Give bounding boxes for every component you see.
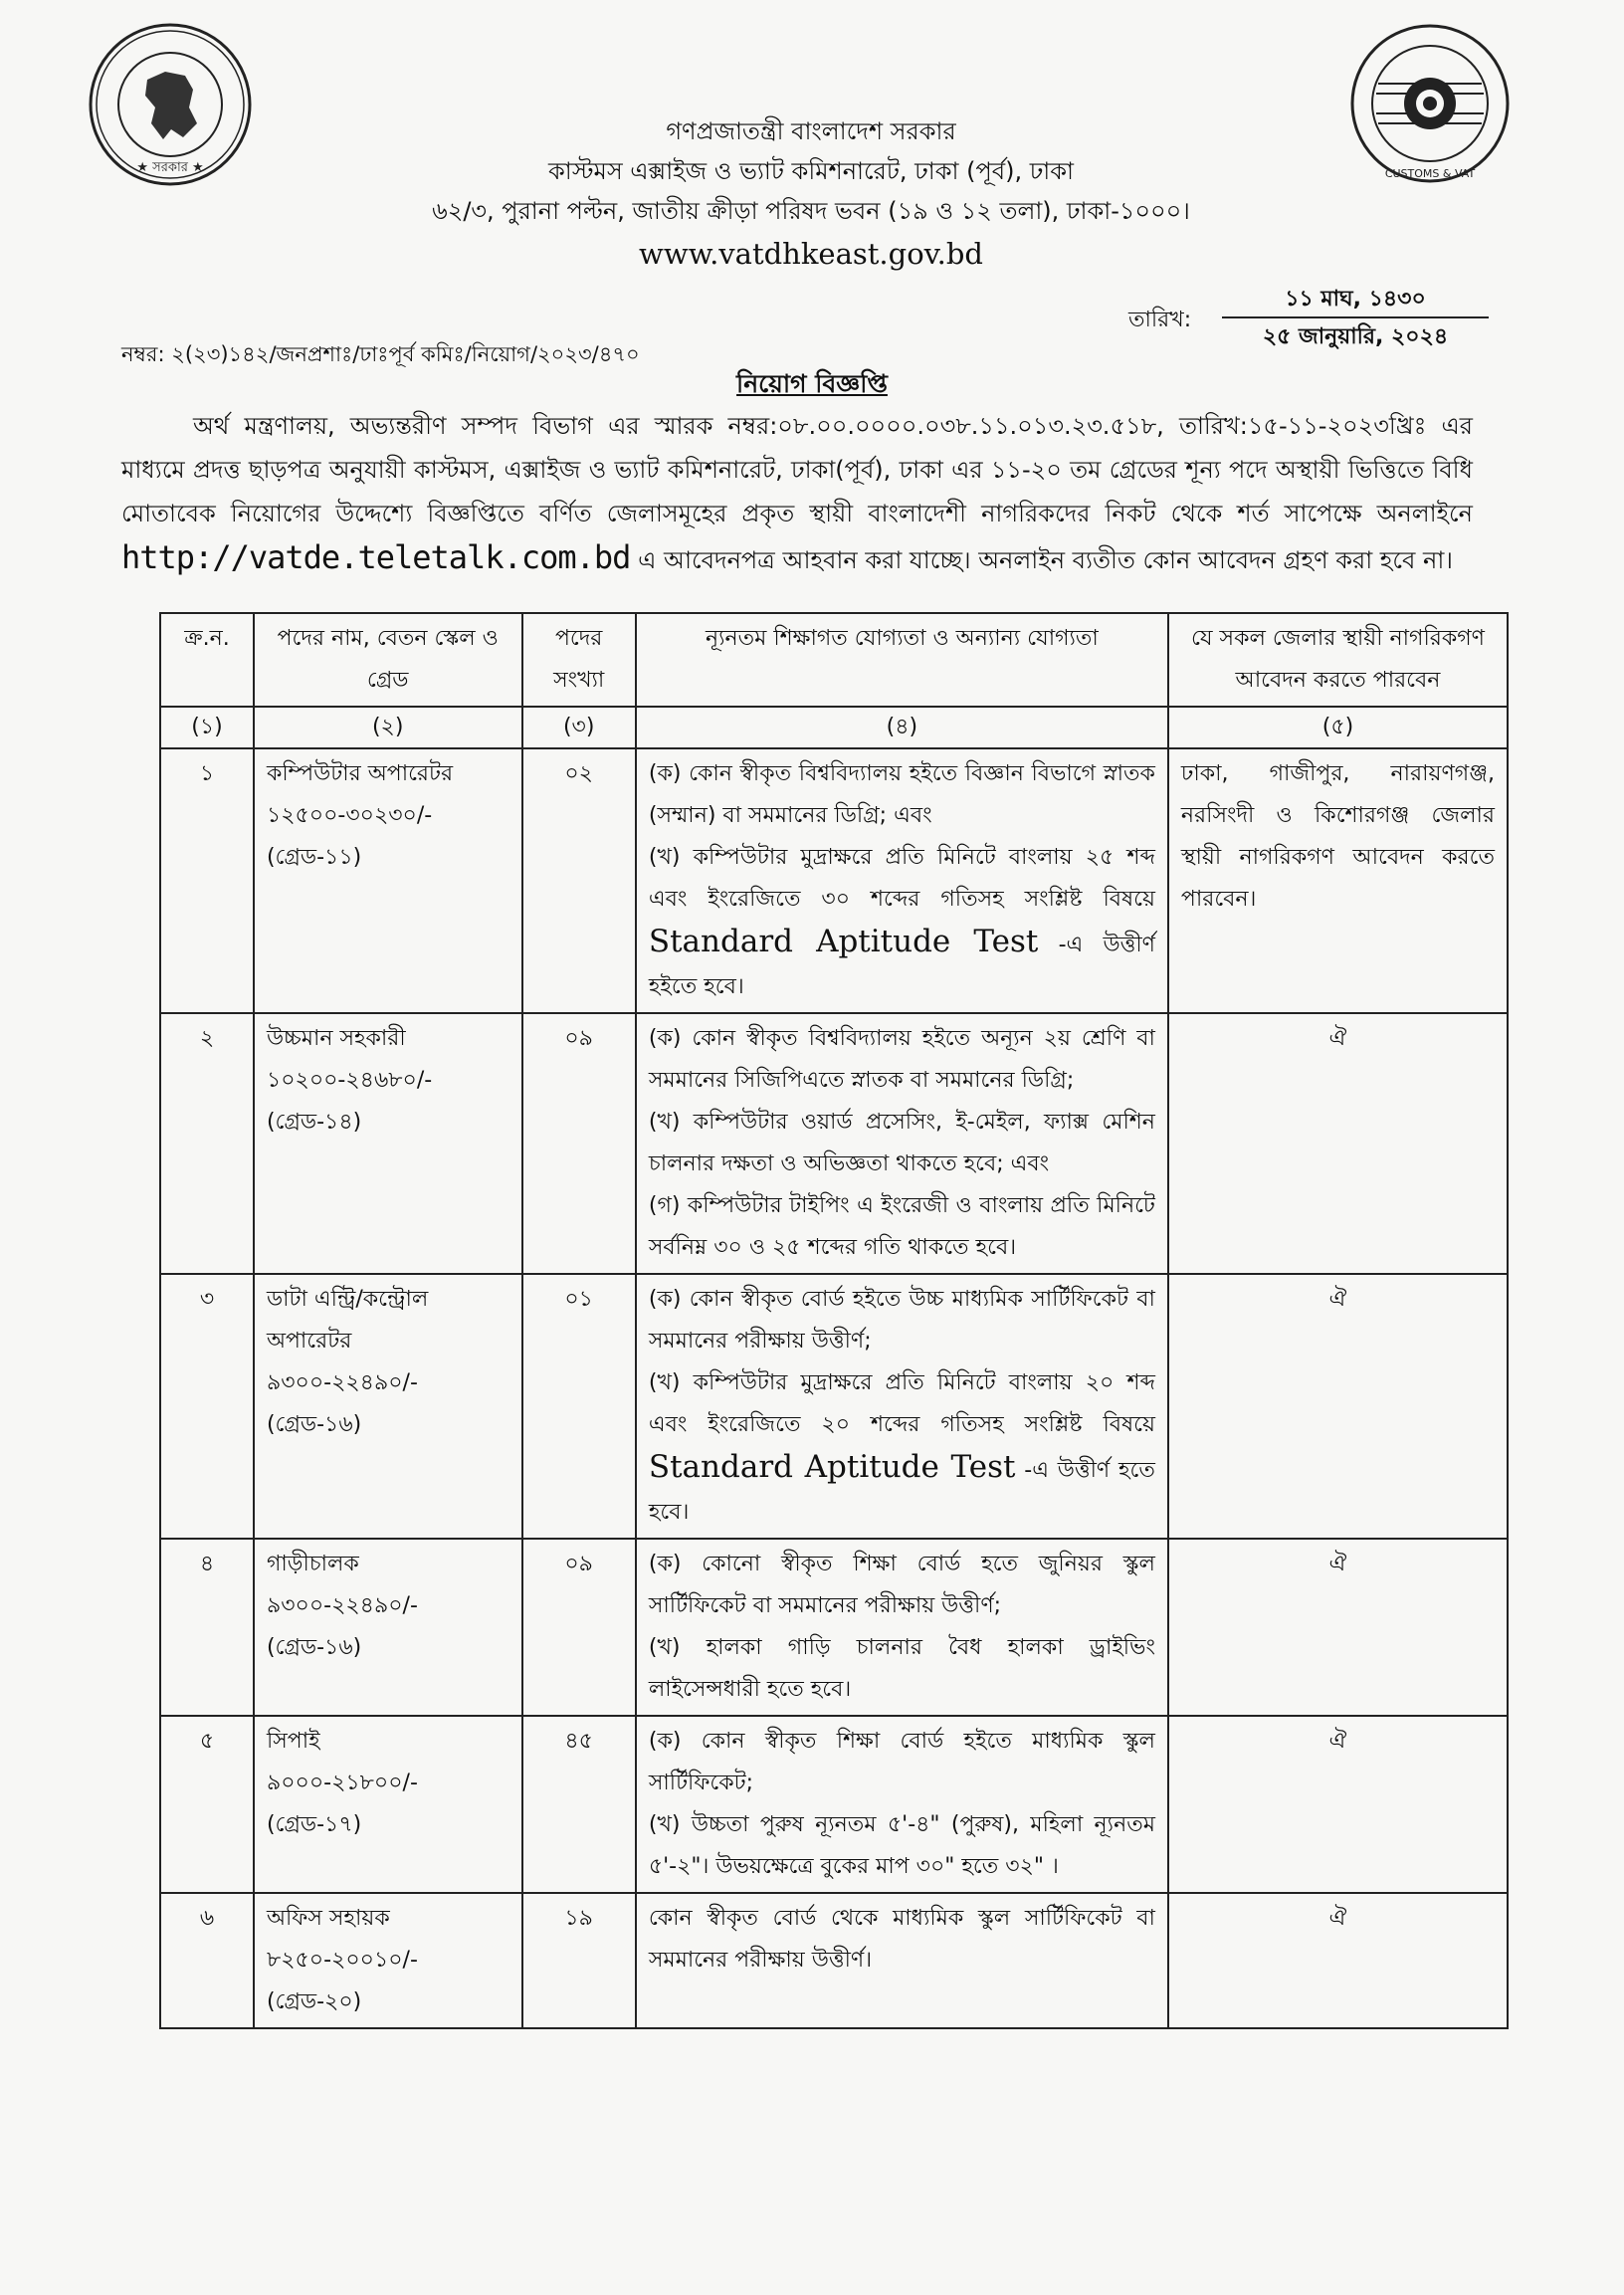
notice-title: [0, 364, 1624, 407]
date-english: ২৫ জানুয়ারি, ২০২৪: [1262, 324, 1449, 349]
office-header: [328, 111, 1294, 277]
pay-scale: ৮২৫০-২০০১০/-: [266, 1948, 418, 1973]
qualification-item: (খ) উচ্চতা পুরুষ ন্যূনতম ৫'-৪" (পুরুষ), মহিলা ন্যূনতম ৫'-২"। উভয়ক্ষেত্রে বুকের মাপ ৩০" হতে ৩২" ।: [648, 1812, 1155, 1879]
table-row: [160, 1274, 1508, 1539]
ditto-mark: ঐ: [1328, 1552, 1347, 1576]
column-number: (৪): [636, 707, 1168, 748]
column-number: (২): [254, 707, 522, 748]
row-sl: ৪: [160, 1539, 254, 1716]
row-count: ০১: [522, 1274, 636, 1539]
qualification-text: -এ উত্তীর্ণ হইতে হবে।: [648, 933, 1155, 999]
column-number-row: [160, 707, 1508, 748]
column-number: (৫): [1168, 707, 1508, 748]
pay-scale: ৯৩০০-২২৪৯০/-: [266, 1370, 418, 1395]
column-number: (১): [160, 707, 254, 748]
table-row: [160, 1893, 1508, 2028]
post-name: উচ্চমান সহকারী: [266, 1026, 406, 1051]
post-name: গাড়ীচালক: [266, 1552, 359, 1576]
row-post: [254, 1716, 522, 1893]
svg-text:CUSTOMS & VAT: CUSTOMS & VAT: [1384, 167, 1476, 180]
ditto-mark: ঐ: [1328, 1026, 1347, 1051]
row-count: ০২: [522, 748, 636, 1013]
qualification-item: [649, 837, 1155, 1008]
post-name: কম্পিউটার অপারেটর: [266, 761, 454, 786]
date-label: তারিখ:: [1128, 308, 1192, 332]
row-qualification: [636, 1013, 1168, 1274]
header-post: পদের নাম, বেতন স্কেল ও গ্রেড: [254, 613, 522, 707]
row-sl: ৫: [160, 1716, 254, 1893]
row-count: ০৯: [522, 1013, 636, 1274]
column-number: (৩): [522, 707, 636, 748]
qualification-item: (ক) কোনো স্বীকৃত শিক্ষা বোর্ড হতে জুনিয়র স্কুল সার্টিফিকেট বা সমমানের পরীক্ষায় উত্তীর্ণ;: [648, 1552, 1155, 1618]
pay-scale: ৯৩০০-২২৪৯০/-: [266, 1593, 418, 1618]
government-seal-icon: [86, 20, 255, 189]
government-name: গণপ্রজাতন্ত্রী বাংলাদেশ সরকার: [666, 117, 956, 145]
intro-text-before: অর্থ মন্ত্রণালয়, অভ্যন্তরীণ সম্পদ বিভাগ এর স্মারক নম্বর:০৮.০০.০০০০.০৩৮.১১.০১৩.২৩.৫১৮, তারিখ:১৫-১১-২০২৩খ্রিঃ এর মাধ্যমে প্রদত্ত ছাড়পত্র অনুযায়ী কাস্টমস, এক্সাইজ ও ভ্যাট কমিশনারেট, ঢাকা(পূর্ব), ঢাকা এর ১১-২০ তম গ্রেডের শূন্য পদে অস্থায়ী ভিত্তিতে বিধি মোতাবেক নিয়োগের উদ্দেশ্যে বিজ্ঞপ্তিতে বর্ণিত জেলাসমূহের প্রকৃত স্থায়ী বাংলাদেশী নাগরিকদের নিকট থেকে শর্ত সাপেক্ষে অনলাইনে: [121, 412, 1473, 527]
row-district: [1168, 1893, 1508, 2028]
date-divider: [1222, 316, 1489, 318]
pay-scale: ৯০০০-২১৮০০/-: [266, 1771, 418, 1795]
row-post: [254, 1893, 522, 2028]
row-sl: ১: [160, 748, 254, 1013]
qualification-text: -এ উত্তীর্ণ হতে হবে।: [648, 1458, 1155, 1525]
table-row: [160, 748, 1508, 1013]
post-name: সিপাই: [266, 1729, 320, 1754]
row-district: [1168, 1716, 1508, 1893]
header-sl: ক্র.ন.: [160, 613, 254, 707]
row-count: ১৯: [522, 1893, 636, 2028]
row-post: [254, 1274, 522, 1539]
table-row: [160, 1539, 1508, 1716]
row-post: [254, 1539, 522, 1716]
post-name: অফিস সহায়ক: [266, 1906, 390, 1931]
grade: (গ্রেড-২০): [266, 1989, 362, 2014]
pay-scale: ১২৫০০-৩০২৩০/-: [266, 803, 433, 828]
grade: (গ্রেড-১৬): [266, 1412, 362, 1437]
row-district: [1168, 1539, 1508, 1716]
vacancy-table: [159, 612, 1509, 2029]
qualification-item: (গ) কম্পিউটার টাইপিং এ ইংরেজী ও বাংলায় প্রতি মিনিটে সর্বনিম্ন ৩০ ও ২৫ শব্দের গতি থাকতে হবে।: [648, 1193, 1155, 1260]
row-post: [254, 1013, 522, 1274]
intro-text-after: এ আবেদনপত্র আহবান করা যাচ্ছে। অনলাইন ব্যতীত কোন আবেদন গ্রহণ করা হবে না।: [638, 546, 1453, 574]
ditto-mark: ঐ: [1328, 1729, 1347, 1754]
row-sl: ২: [160, 1013, 254, 1274]
pay-scale: ১০২০০-২৪৬৮০/-: [266, 1068, 433, 1093]
customs-emblem-icon: [1348, 22, 1513, 186]
qualification-item: (খ) হালকা গাড়ি চালনার বৈধ হালকা ড্রাইভিং লাইসেন্সধারী হতে হবে।: [648, 1635, 1155, 1702]
row-qualification: [636, 748, 1168, 1013]
row-district: [1168, 1274, 1508, 1539]
grade: (গ্রেড-১৬): [266, 1635, 362, 1660]
row-sl: ৬: [160, 1893, 254, 2028]
row-count: ০৯: [522, 1539, 636, 1716]
svg-text:★ সরকার ★: ★ সরকার ★: [136, 160, 204, 175]
row-qualification: [636, 1716, 1168, 1893]
date-block: [1222, 283, 1489, 354]
qualification-item: (ক) কোন স্বীকৃত বিশ্ববিদ্যালয় হইতে অন্যূন ২য় শ্রেণি বা সমমানের সিজিপিএতে স্নাতক বা সমমানের ডিগ্রি;: [648, 1026, 1155, 1093]
qualification-text: (খ) কম্পিউটার মুদ্রাক্ষরে প্রতি মিনিটে বাংলায় ২০ শব্দ এবং ইংরেজিতে ২০ শব্দের গতিসহ সংশ্লিষ্ট বিষয়ে: [648, 1370, 1155, 1437]
row-post: [254, 748, 522, 1013]
row-district: [1168, 748, 1508, 1013]
ditto-mark: ঐ: [1328, 1906, 1347, 1931]
table-row: [160, 1013, 1508, 1274]
qualification-item: [649, 1362, 1155, 1534]
table-header-row: [160, 613, 1508, 707]
aptitude-test-text: Standard Aptitude Test: [648, 924, 1039, 959]
post-name: ডাটা এন্ট্রি/কন্ট্রোল অপারেটর: [266, 1287, 429, 1354]
row-count: ৪৫: [522, 1716, 636, 1893]
district-text: ঢাকা, গাজীপুর, নারায়ণগঞ্জ, নরসিংদী ও কিশোরগঞ্জ জেলার স্থায়ী নাগরিকগণ আবেদন করতে পারবেন।: [1180, 761, 1495, 912]
date-bangla: ১১ মাঘ, ১৪৩০: [1285, 287, 1426, 312]
header-qualification: ন্যূনতম শিক্ষাগত যোগ্যতা ও অন্যান্য যোগ্যতা: [636, 613, 1168, 707]
row-district: [1168, 1013, 1508, 1274]
office-website: www.vatdhkeast.gov.bd: [639, 237, 983, 271]
qualification-item: (ক) কোন স্বীকৃত বোর্ড হইতে উচ্চ মাধ্যমিক সার্টিফিকেট বা সমমানের পরীক্ষায় উত্তীর্ণ;: [648, 1287, 1155, 1354]
notice-title-text: নিয়োগ বিজ্ঞপ্তি: [736, 369, 888, 398]
ditto-mark: ঐ: [1328, 1287, 1347, 1312]
intro-paragraph: [121, 404, 1473, 582]
row-qualification: [636, 1539, 1168, 1716]
office-address: ৬২/৩, পুরানা পল্টন, জাতীয় ক্রীড়া পরিষদ ভবন (১৯ ও ১২ তলা), ঢাকা-১০০০।: [432, 197, 1190, 225]
qualification-item: (ক) কোন স্বীকৃত শিক্ষা বোর্ড হইতে মাধ্যমিক স্কুল সার্টিফিকেট;: [648, 1729, 1155, 1795]
header-district: যে সকল জেলার স্থায়ী নাগরিকগণ আবেদন করতে পারবেন: [1168, 613, 1508, 707]
header-count: পদের সংখ্যা: [522, 613, 636, 707]
aptitude-test-text: Standard Aptitude Test: [648, 1449, 1016, 1485]
qualification-item: (খ) কম্পিউটার ওয়ার্ড প্রসেসিং, ই-মেইল, ফ্যাক্স মেশিন চালনার দক্ষতা ও অভিজ্ঞতা থাকতে হবে; এবং: [648, 1110, 1155, 1176]
application-url-link[interactable]: http://vatde.teletalk.com.bd: [121, 538, 631, 576]
row-qualification: [636, 1274, 1168, 1539]
office-name: কাস্টমস এক্সাইজ ও ভ্যাট কমিশনারেট, ঢাকা (পূর্ব), ঢাকা: [547, 157, 1075, 185]
grade: (গ্রেড-১১): [266, 845, 362, 870]
row-qualification: [636, 1893, 1168, 2028]
row-sl: ৩: [160, 1274, 254, 1539]
grade: (গ্রেড-১৪): [266, 1110, 362, 1135]
table-row: [160, 1716, 1508, 1893]
qualification-item: (ক) কোন স্বীকৃত বিশ্ববিদ্যালয় হইতে বিজ্ঞান বিভাগে স্নাতক (সম্মান) বা সমমানের ডিগ্রি; এবং: [648, 761, 1155, 828]
qualification-text: (খ) কম্পিউটার মুদ্রাক্ষরে প্রতি মিনিটে বাংলায় ২৫ শব্দ এবং ইংরেজিতে ৩০ শব্দের গতিসহ সংশ্লিষ্ট বিষয়ে: [648, 845, 1155, 912]
qualification-item: কোন স্বীকৃত বোর্ড থেকে মাধ্যমিক স্কুল সার্টিফিকেট বা সমমানের পরীক্ষায় উত্তীর্ণ।: [648, 1906, 1155, 1973]
grade: (গ্রেড-১৭): [266, 1812, 362, 1837]
memo-number: নম্বর: ২(২৩)১৪২/জনপ্রশাঃ/ঢাঃপূর্ব কমিঃ/নিয়োগ/২০২৩/৪৭০: [121, 342, 640, 366]
